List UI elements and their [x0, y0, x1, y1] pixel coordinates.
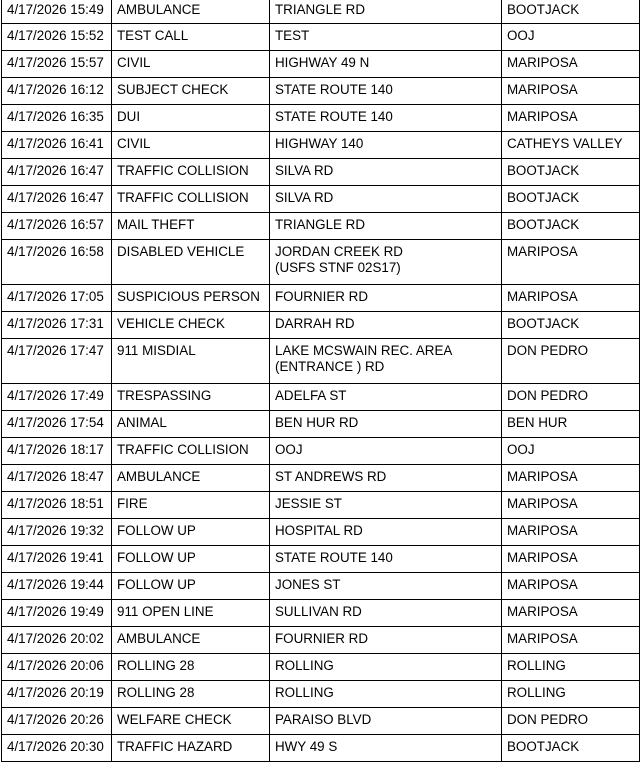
datetime-cell: 4/17/2026 17:31	[2, 312, 112, 339]
datetime-cell: 4/17/2026 20:02	[2, 627, 112, 654]
location-line: JESSIE ST	[275, 496, 342, 511]
table-row	[2, 0, 640, 24]
datetime-cell: 4/17/2026 18:51	[2, 492, 112, 519]
call-type-cell: TRAFFIC HAZARD	[112, 735, 270, 762]
area-cell: MARIPOSA	[502, 492, 640, 519]
location-line: STATE ROUTE 140	[275, 550, 393, 565]
area-cell: ROLLING	[502, 681, 640, 708]
datetime-cell: 4/17/2026 16:47	[2, 159, 112, 186]
call-type-cell: MAIL THEFT	[112, 213, 270, 240]
datetime-cell: 4/17/2026 16:41	[2, 132, 112, 159]
table-row	[2, 735, 640, 762]
location-line: FOURNIER RD	[275, 631, 368, 646]
location-cell	[270, 339, 502, 384]
table-row	[2, 384, 640, 411]
datetime-cell: 4/17/2026 17:49	[2, 384, 112, 411]
table-row	[2, 465, 640, 492]
area-cell: MARIPOSA	[502, 240, 640, 285]
location-line: TRIANGLE RD	[275, 2, 366, 17]
call-type-cell: 911 MISDIAL	[112, 339, 270, 384]
location-cell	[270, 384, 502, 411]
location-line: SILVA RD	[275, 163, 334, 178]
area-cell: MARIPOSA	[502, 78, 640, 105]
area-cell: DON PEDRO	[502, 708, 640, 735]
location-cell	[270, 78, 502, 105]
location-line: (ENTRANCE ) RD	[275, 359, 385, 374]
area-cell: BOOTJACK	[502, 735, 640, 762]
table-row	[2, 573, 640, 600]
location-cell	[270, 600, 502, 627]
location-line: STATE ROUTE 140	[275, 109, 393, 124]
datetime-cell: 4/17/2026 15:57	[2, 51, 112, 78]
table-row	[2, 186, 640, 213]
location-cell	[270, 573, 502, 600]
table-row	[2, 492, 640, 519]
location-cell	[270, 240, 502, 285]
call-type-cell: VEHICLE CHECK	[112, 312, 270, 339]
area-cell: MARIPOSA	[502, 465, 640, 492]
datetime-cell: 4/17/2026 20:06	[2, 654, 112, 681]
datetime-cell: 4/17/2026 17:54	[2, 411, 112, 438]
area-cell: BEN HUR	[502, 411, 640, 438]
area-cell: OOJ	[502, 438, 640, 465]
call-type-cell: FOLLOW UP	[112, 573, 270, 600]
location-line: (USFS STNF 02S17)	[275, 260, 401, 275]
area-cell: CATHEYS VALLEY	[502, 132, 640, 159]
call-type-cell: CIVIL	[112, 132, 270, 159]
table-row	[2, 339, 640, 384]
area-cell: BOOTJACK	[502, 186, 640, 213]
incident-log-body	[2, 0, 640, 762]
location-cell	[270, 654, 502, 681]
location-cell	[270, 627, 502, 654]
location-cell	[270, 735, 502, 762]
incident-log-table	[1, 0, 640, 762]
area-cell: ROLLING	[502, 654, 640, 681]
area-cell: DON PEDRO	[502, 384, 640, 411]
area-cell: MARIPOSA	[502, 519, 640, 546]
location-cell	[270, 492, 502, 519]
datetime-cell: 4/17/2026 17:05	[2, 285, 112, 312]
table-row	[2, 213, 640, 240]
location-line: SULLIVAN RD	[275, 604, 362, 619]
location-cell	[270, 465, 502, 492]
table-row	[2, 438, 640, 465]
location-cell	[270, 519, 502, 546]
location-line: ROLLING	[275, 658, 334, 673]
location-line: TRIANGLE RD	[275, 217, 366, 232]
datetime-cell: 4/17/2026 18:17	[2, 438, 112, 465]
location-line: HIGHWAY 49 N	[275, 55, 370, 70]
location-cell	[270, 438, 502, 465]
call-type-cell: ROLLING 28	[112, 654, 270, 681]
location-cell	[270, 312, 502, 339]
call-type-cell: ROLLING 28	[112, 681, 270, 708]
datetime-cell: 4/17/2026 19:32	[2, 519, 112, 546]
datetime-cell: 4/17/2026 16:47	[2, 186, 112, 213]
call-type-cell: AMBULANCE	[112, 465, 270, 492]
location-line: ST ANDREWS RD	[275, 469, 387, 484]
area-cell: BOOTJACK	[502, 159, 640, 186]
location-cell	[270, 51, 502, 78]
location-cell	[270, 0, 502, 24]
location-line: OOJ	[275, 442, 303, 457]
location-line: TEST	[275, 28, 310, 43]
table-row	[2, 681, 640, 708]
call-type-cell: FIRE	[112, 492, 270, 519]
table-row	[2, 519, 640, 546]
call-type-cell: SUSPICIOUS PERSON	[112, 285, 270, 312]
call-type-cell: AMBULANCE	[112, 627, 270, 654]
table-row	[2, 654, 640, 681]
datetime-cell: 4/17/2026 18:47	[2, 465, 112, 492]
call-type-cell: ANIMAL	[112, 411, 270, 438]
location-line: JORDAN CREEK RD	[275, 244, 403, 259]
call-type-cell: DUI	[112, 105, 270, 132]
location-line: STATE ROUTE 140	[275, 82, 393, 97]
table-row	[2, 411, 640, 438]
table-row	[2, 24, 640, 51]
location-cell	[270, 132, 502, 159]
location-line: HWY 49 S	[275, 739, 338, 754]
datetime-cell: 4/17/2026 16:58	[2, 240, 112, 285]
location-cell	[270, 213, 502, 240]
datetime-cell: 4/17/2026 20:30	[2, 735, 112, 762]
location-cell	[270, 411, 502, 438]
datetime-cell: 4/17/2026 20:26	[2, 708, 112, 735]
table-row	[2, 708, 640, 735]
table-row	[2, 600, 640, 627]
area-cell: MARIPOSA	[502, 600, 640, 627]
call-type-cell: CIVIL	[112, 51, 270, 78]
location-line: HIGHWAY 140	[275, 136, 364, 151]
location-cell	[270, 186, 502, 213]
call-type-cell: TRAFFIC COLLISION	[112, 438, 270, 465]
location-line: ROLLING	[275, 685, 334, 700]
location-cell	[270, 546, 502, 573]
location-line: ADELFA ST	[275, 388, 347, 403]
table-row	[2, 546, 640, 573]
area-cell: MARIPOSA	[502, 51, 640, 78]
call-type-cell: WELFARE CHECK	[112, 708, 270, 735]
location-line: DARRAH RD	[275, 316, 355, 331]
table-row	[2, 312, 640, 339]
datetime-cell: 4/17/2026 17:47	[2, 339, 112, 384]
area-cell: BOOTJACK	[502, 312, 640, 339]
datetime-cell: 4/17/2026 16:35	[2, 105, 112, 132]
area-cell: MARIPOSA	[502, 573, 640, 600]
area-cell: MARIPOSA	[502, 546, 640, 573]
location-cell	[270, 159, 502, 186]
location-cell	[270, 681, 502, 708]
area-cell: OOJ	[502, 24, 640, 51]
call-type-cell: AMBULANCE	[112, 0, 270, 24]
call-type-cell: TEST CALL	[112, 24, 270, 51]
location-cell	[270, 285, 502, 312]
area-cell: BOOTJACK	[502, 213, 640, 240]
datetime-cell: 4/17/2026 16:57	[2, 213, 112, 240]
table-row	[2, 132, 640, 159]
call-type-cell: 911 OPEN LINE	[112, 600, 270, 627]
datetime-cell: 4/17/2026 15:49	[2, 0, 112, 24]
area-cell: DON PEDRO	[502, 339, 640, 384]
location-line: HOSPITAL RD	[275, 523, 363, 538]
datetime-cell: 4/17/2026 19:41	[2, 546, 112, 573]
location-line: FOURNIER RD	[275, 289, 368, 304]
table-row	[2, 159, 640, 186]
location-line: JONES ST	[275, 577, 341, 592]
area-cell: MARIPOSA	[502, 627, 640, 654]
call-type-cell: TRAFFIC COLLISION	[112, 186, 270, 213]
area-cell: MARIPOSA	[502, 285, 640, 312]
location-cell	[270, 24, 502, 51]
call-type-cell: SUBJECT CHECK	[112, 78, 270, 105]
datetime-cell: 4/17/2026 16:12	[2, 78, 112, 105]
datetime-cell: 4/17/2026 19:44	[2, 573, 112, 600]
location-line: BEN HUR RD	[275, 415, 359, 430]
table-row	[2, 240, 640, 285]
location-line: SILVA RD	[275, 190, 334, 205]
table-row	[2, 285, 640, 312]
call-type-cell: DISABLED VEHICLE	[112, 240, 270, 285]
location-line: PARAISO BLVD	[275, 712, 372, 727]
call-type-cell: TRESPASSING	[112, 384, 270, 411]
datetime-cell: 4/17/2026 19:49	[2, 600, 112, 627]
table-row	[2, 51, 640, 78]
table-row	[2, 105, 640, 132]
area-cell: BOOTJACK	[502, 0, 640, 24]
datetime-cell: 4/17/2026 15:52	[2, 24, 112, 51]
table-row	[2, 627, 640, 654]
table-row	[2, 78, 640, 105]
datetime-cell: 4/17/2026 20:19	[2, 681, 112, 708]
location-cell	[270, 105, 502, 132]
call-type-cell: FOLLOW UP	[112, 519, 270, 546]
call-type-cell: TRAFFIC COLLISION	[112, 159, 270, 186]
location-cell	[270, 708, 502, 735]
area-cell: MARIPOSA	[502, 105, 640, 132]
location-line: LAKE MCSWAIN REC. AREA	[275, 343, 453, 358]
call-type-cell: FOLLOW UP	[112, 546, 270, 573]
